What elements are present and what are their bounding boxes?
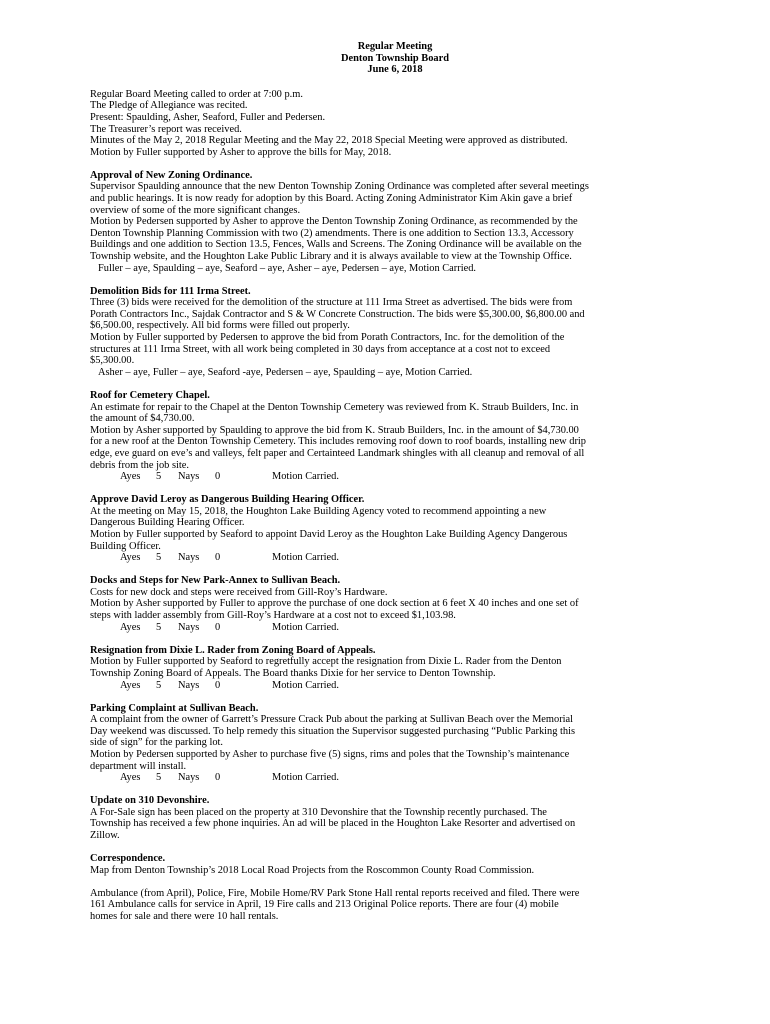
opening-line: Present: Spaulding, Asher, Seaford, Fuller and Pedersen. — [90, 111, 326, 123]
vote-result: Motion Carried. — [272, 471, 339, 483]
body-line: Porath Contractors Inc., Sajdak Contractor and S & W Concrete Construction. The bids were $5,300.00, $6,800.00 and — [90, 308, 585, 320]
body-line: At the meeting on May 15, 2018, the Houghton Lake Building Agency voted to recommend appointing a new — [90, 505, 547, 517]
body-line: debris from the job site. — [90, 459, 189, 471]
body-line: Building Officer. — [90, 540, 161, 552]
section-parking — [90, 703, 700, 784]
body-line: A For-Sale sign has been placed on the property at 310 Devonshire that the Township recently purchased. The — [90, 806, 547, 818]
roll-call-vote: Fuller – aye, Spaulding – aye, Seaford – aye, Asher – aye, Pedersen – aye, Motion Carried. — [98, 262, 476, 274]
section-zoning — [90, 170, 700, 274]
vote-tally — [90, 471, 700, 483]
body-line: the amount of $4,730.00. — [90, 413, 195, 425]
vote-tally — [90, 680, 700, 692]
body-line: Motion by Fuller supported by Seaford to regretfully accept the resignation from Dixie L. Rader from the Denton — [90, 656, 562, 668]
vote-ayes: Ayes 5 — [120, 621, 162, 633]
section-roof — [90, 390, 700, 483]
vote-result: Motion Carried. — [272, 679, 339, 691]
section-hearing-officer — [90, 494, 700, 564]
body-line: Motion by Asher supported by Fuller to approve the purchase of one dock section at 6 feet X 40 inches and one set of — [90, 598, 579, 610]
body-line: $5,300.00. — [90, 355, 135, 367]
vote-tally — [90, 622, 700, 634]
body-line: structures at 111 Irma Street, with all work being completed in 30 days from acceptance at a cost not to exceed — [90, 343, 551, 355]
opening-line: Minutes of the May 2, 2018 Regular Meeting and the May 22, 2018 Special Meeting were approved as distributed. — [90, 135, 568, 147]
section-heading: Resignation from Dixie L. Rader from Zoning Board of Appeals. — [90, 644, 376, 656]
section-heading: Roof for Cemetery Chapel. — [90, 389, 210, 401]
section-heading: Demolition Bids for 111 Irma Street. — [90, 285, 251, 297]
section-heading: Correspondence. — [90, 853, 166, 865]
section-heading: Update on 310 Devonshire. — [90, 795, 210, 807]
body-line: Dangerous Building Hearing Officer. — [90, 517, 245, 529]
body-line: Township has received a few phone inquiries. An ad will be placed in the Houghton Lake Resorter and advertised on — [90, 818, 576, 830]
body-line: $6,500.00, respectively. All bid forms were filled out properly. — [90, 320, 350, 332]
vote-ayes: Ayes 5 — [120, 552, 162, 564]
section-devonshire — [90, 795, 700, 841]
title-line-date: June 6, 2018 — [367, 64, 423, 76]
minutes-document — [90, 41, 700, 923]
section-docks — [90, 575, 700, 633]
opening-section — [90, 89, 700, 159]
opening-line: Regular Board Meeting called to order at 7:00 p.m. — [90, 88, 303, 100]
body-line: Map from Denton Township’s 2018 Local Road Projects from the Roscommon County Road Commission. — [90, 864, 535, 876]
vote-result: Motion Carried. — [272, 621, 339, 633]
section-heading: Approve David Leroy as Dangerous Building Hearing Officer. — [90, 494, 365, 506]
body-line: Motion by Asher supported by Spaulding to approve the bid from K. Straub Builders, Inc. in the amount of $4,730.00 — [90, 424, 579, 436]
document-title — [90, 41, 700, 76]
title-line-board: Denton Township Board — [341, 52, 449, 64]
vote-ayes: Ayes 5 — [120, 772, 162, 784]
body-line: Ambulance (from April), Police, Fire, Mobile Home/RV Park Stone Hall rental reports received and filed. There were — [90, 887, 580, 899]
body-line: Buildings and one addition to Section 13.5, Fences, Walls and Screens. The Zoning Ordinance will be available on the — [90, 239, 582, 251]
vote-result: Motion Carried. — [272, 552, 339, 564]
body-line: side of sign” for the parking lot. — [90, 737, 224, 749]
vote-ayes: Ayes 5 — [120, 679, 162, 691]
vote-nays: Nays 0 — [178, 471, 221, 483]
body-line: A complaint from the owner of Garrett’s Pressure Crack Pub about the parking at Sullivan Beach over the Memorial — [90, 714, 574, 726]
opening-line: The Treasurer’s report was received. — [90, 123, 242, 135]
opening-line: Motion by Fuller supported by Asher to approve the bills for May, 2018. — [90, 146, 392, 158]
section-heading: Approval of New Zoning Ordinance. — [90, 169, 253, 181]
body-line: 161 Ambulance calls for service in April, 19 Fire calls and 213 Original Police reports. There are four (4) mobile — [90, 899, 559, 911]
vote-nays: Nays 0 — [178, 552, 221, 564]
body-line: edge, eve guard on eve’s and valleys, felt paper and Certainteed Landmark shingles with all cleanup and removal of all — [90, 447, 585, 459]
section-resignation — [90, 645, 700, 691]
vote-tally — [90, 772, 700, 784]
vote-tally — [90, 552, 700, 564]
body-line: Costs for new dock and steps were received from Gill-Roy’s Hardware. — [90, 586, 388, 598]
section-heading: Parking Complaint at Sullivan Beach. — [90, 702, 259, 714]
section-heading: Docks and Steps for New Park-Annex to Sullivan Beach. — [90, 575, 341, 587]
body-line: and public hearings. It is now ready for adoption by this Board. Acting Zoning Administrator Kim Akin gave a brief — [90, 193, 573, 205]
opening-line: The Pledge of Allegiance was recited. — [90, 100, 248, 112]
body-line: Township website, and the Houghton Lake Public Library and it is always available to view at the Township Office. — [90, 251, 572, 262]
body-line: Three (3) bids were received for the demolition of the structure at 111 Irma Street as advertised. The bids were from — [90, 297, 573, 309]
vote-nays: Nays 0 — [178, 621, 221, 633]
vote-ayes: Ayes 5 — [120, 471, 162, 483]
body-line: overview of some of the more significant changes. — [90, 204, 301, 216]
body-line: Motion by Pedersen supported by Asher to purchase five (5) signs, rims and poles that the Township’s maintenance — [90, 748, 570, 760]
title-line-meeting: Regular Meeting — [357, 41, 433, 52]
roll-call-vote: Asher – aye, Fuller – aye, Seaford -aye, Pedersen – aye, Spaulding – aye, Motion Carried. — [98, 366, 473, 378]
body-line: Denton Township Planning Commission with two (2) amendments. There is one addition to Section 13.3, Accessory — [90, 227, 574, 239]
body-line: Zillow. — [90, 830, 120, 842]
body-line: Motion by Fuller supported by Pedersen to approve the bid from Porath Contractors, Inc. for the demolition of the — [90, 332, 565, 344]
body-line: Supervisor Spaulding announce that the new Denton Township Zoning Ordinance was completed after several meetings — [90, 181, 589, 193]
body-line: Motion by Pedersen supported by Asher to approve the Denton Township Zoning Ordinance, as recommended by the — [90, 216, 578, 228]
body-line: Township Zoning Board of Appeals. The Board thanks Dixie for her service to Denton Township. — [90, 667, 496, 679]
body-line: department will install. — [90, 760, 187, 772]
body-line: Day weekend was discussed. To help remedy this situation the Supervisor suggested purchasing “Public Parking this — [90, 725, 576, 737]
section-reports — [90, 888, 700, 923]
section-demolition — [90, 286, 700, 379]
body-line: homes for sale and there were 10 hall rentals. — [90, 911, 279, 922]
vote-nays: Nays 0 — [178, 679, 221, 691]
vote-nays: Nays 0 — [178, 772, 221, 784]
vote-result: Motion Carried. — [272, 772, 339, 784]
body-line: Motion by Fuller supported by Seaford to appoint David Leroy as the Houghton Lake Building Agency Dangerous — [90, 528, 568, 540]
section-correspondence — [90, 853, 700, 876]
body-line: for a new roof at the Denton Township Cemetery. This includes removing roof down to roof boards, installing new drip — [90, 436, 586, 448]
body-line: steps with ladder assembly from Gill-Roy’s Hardware at a cost not to exceed $1,103.98. — [90, 610, 456, 622]
body-line: An estimate for repair to the Chapel at the Denton Township Cemetery was reviewed from K. Straub Builders, Inc. in — [90, 401, 579, 413]
